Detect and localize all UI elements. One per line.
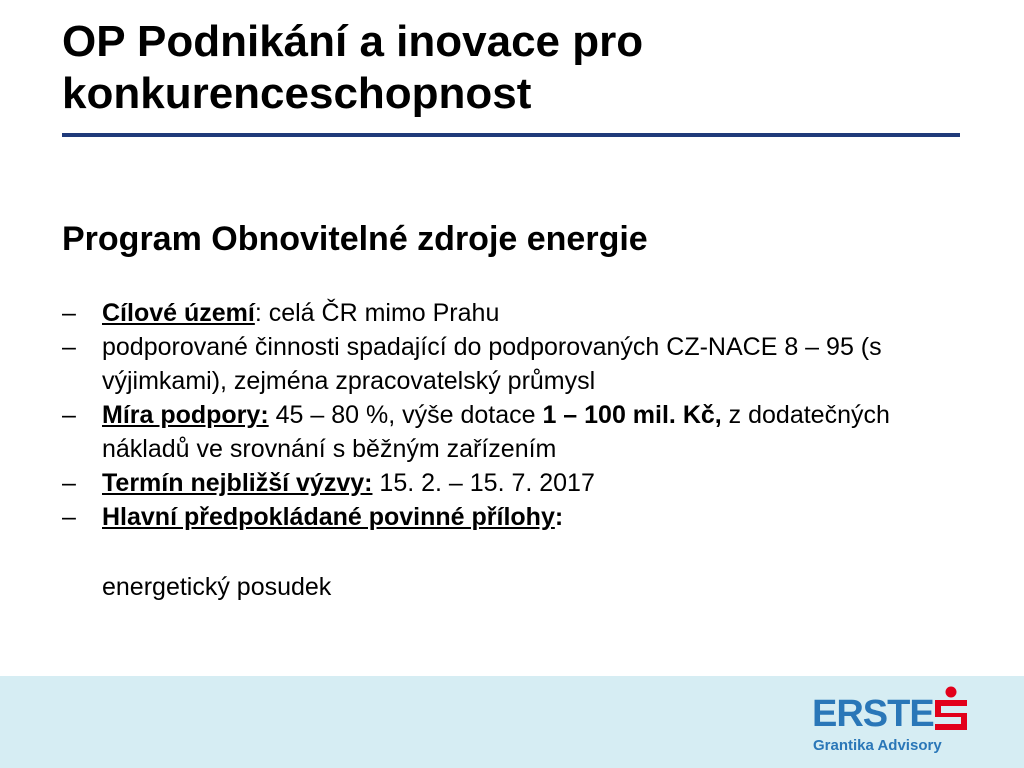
bullet-call-dates <box>62 466 982 500</box>
bullet-text: z dodatečných nákladů ve srovnání s běžným zařízením <box>102 401 890 463</box>
slide-title: OP Podnikání a inovace pro konkurenceschopnost <box>62 17 644 118</box>
bullet-dash: – <box>62 503 76 531</box>
bullet-list <box>62 296 982 534</box>
bullet-text: 15. 2. – 15. 7. 2017 <box>372 469 595 497</box>
erste-logo <box>812 686 972 758</box>
logo-subtitle: Grantika Advisory <box>813 737 942 754</box>
attachment-item: energetický posudek <box>102 573 332 601</box>
bullet-label: Míra podpory: <box>102 401 269 429</box>
erste-s-mark-icon <box>929 686 973 736</box>
logo-wordmark: ERSTE <box>812 693 934 735</box>
bullet-label: Cílové území <box>102 299 255 327</box>
footer-band <box>0 676 1024 768</box>
bullet-text: podporované činnosti spadající do podporovaných CZ-NACE 8 – 95 (s výjimkami), zejména zpracovatelský průmysl <box>102 333 882 395</box>
bullet-dash: – <box>62 299 76 327</box>
bullet-dash: – <box>62 333 76 361</box>
bullet-dash: – <box>62 469 76 497</box>
bullet-target-area <box>62 296 982 330</box>
bullet-label: Hlavní předpokládané povinné přílohy <box>102 503 555 531</box>
bullet-label: Termín nejbližší výzvy: <box>102 469 373 497</box>
bullet-text: 45 – 80 %, výše dotace <box>268 401 543 429</box>
bullet-dash: – <box>62 401 76 429</box>
bullet-support-rate <box>62 398 982 466</box>
program-heading: Program Obnovitelné zdroje energie <box>62 220 648 258</box>
bullet-amount: 1 – 100 mil. Kč, <box>542 401 722 429</box>
bullet-text: : celá ČR mimo Prahu <box>254 299 500 327</box>
title-underline <box>62 133 960 137</box>
bullet-text: : <box>554 503 564 531</box>
bullet-attachments <box>62 500 982 534</box>
bullet-activities <box>62 330 982 398</box>
